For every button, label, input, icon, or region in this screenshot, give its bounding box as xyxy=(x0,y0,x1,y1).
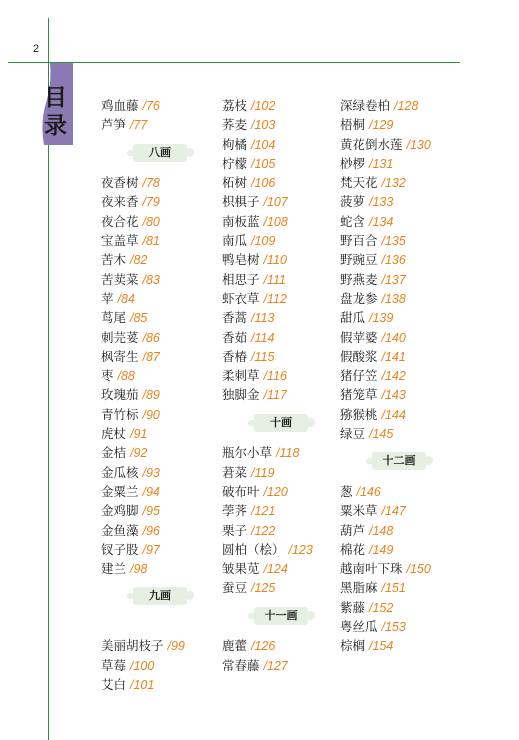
entry-page: /112 xyxy=(263,291,287,306)
toc-entry[interactable] xyxy=(101,521,187,540)
entry-name: 野燕麦 xyxy=(340,271,378,287)
toc-entry[interactable] xyxy=(340,308,431,327)
toc-entry[interactable] xyxy=(222,289,313,308)
entry-page: /140 xyxy=(381,330,406,345)
entry-page: /114 xyxy=(251,330,275,345)
entry-name: 猕猴桃 xyxy=(340,406,378,422)
toc-entry[interactable] xyxy=(101,289,187,308)
toc-entry[interactable] xyxy=(222,96,313,115)
toc-entry[interactable] xyxy=(222,328,313,347)
entry-name: 绿豆 xyxy=(340,426,366,442)
entry-page: /142 xyxy=(381,369,406,384)
stroke-section xyxy=(222,598,313,637)
entry-name: 菠萝 xyxy=(340,194,366,210)
entry-page: /147 xyxy=(381,504,406,519)
toc-entry[interactable] xyxy=(340,424,431,443)
entry-name: 枣 xyxy=(101,368,114,384)
toc-entry[interactable] xyxy=(101,231,187,250)
toc-entry[interactable] xyxy=(101,405,187,424)
toc-entry[interactable] xyxy=(101,559,187,578)
entry-page: /118 xyxy=(276,446,300,461)
entry-page: /90 xyxy=(142,407,160,422)
toc-entry[interactable] xyxy=(222,578,313,597)
toc-entry[interactable] xyxy=(101,366,187,385)
entry-page: /132 xyxy=(381,176,406,191)
entry-name: 茑尾 xyxy=(101,310,127,326)
stroke-count-badge: 十二画 xyxy=(372,452,426,470)
entry-page: /119 xyxy=(251,465,275,480)
entry-page: /105 xyxy=(251,156,276,171)
entry-name: 虾衣草 xyxy=(222,290,260,306)
entry-page: /84 xyxy=(117,291,135,306)
entry-page: /145 xyxy=(369,427,394,442)
entry-name: 香茹 xyxy=(222,329,248,345)
entry-name: 枳椇子 xyxy=(222,194,260,210)
entry-page: /79 xyxy=(142,195,160,210)
entry-name: 葱 xyxy=(340,483,353,499)
toc-entry[interactable] xyxy=(340,154,431,173)
entry-page: /83 xyxy=(142,272,160,287)
toc-entry[interactable] xyxy=(340,540,431,559)
entry-name: 盘龙参 xyxy=(340,290,378,306)
toc-entry[interactable] xyxy=(101,270,187,289)
entry-page: /123 xyxy=(288,542,313,557)
entry-name: 金桔 xyxy=(101,445,127,461)
entry-page: /108 xyxy=(263,214,288,229)
toc-entry[interactable] xyxy=(340,617,431,636)
entry-page: /88 xyxy=(117,369,135,384)
entry-name: 苹 xyxy=(101,290,114,306)
toc-entry[interactable] xyxy=(222,231,313,250)
toc-entry[interactable] xyxy=(340,521,431,540)
toc-entry[interactable] xyxy=(222,115,313,134)
toc-entry[interactable] xyxy=(222,463,313,482)
toc-entry[interactable] xyxy=(222,501,313,520)
toc-entry[interactable] xyxy=(340,96,431,115)
entry-page: /97 xyxy=(142,542,160,557)
entry-page: /91 xyxy=(130,427,148,442)
entry-name: 蛇含 xyxy=(340,213,366,229)
entry-page: /150 xyxy=(406,562,431,577)
entry-name: 假酸浆 xyxy=(340,348,378,364)
toc-entry[interactable] xyxy=(101,675,187,694)
entry-page: /138 xyxy=(381,291,406,306)
entry-name: 栗子 xyxy=(222,522,248,538)
toc-entry[interactable] xyxy=(222,270,313,289)
toc-entry[interactable] xyxy=(340,115,431,134)
entry-name: 夜香树 xyxy=(101,175,139,191)
toc-entry[interactable] xyxy=(101,250,187,269)
entry-page: /82 xyxy=(130,253,148,268)
entry-page: /81 xyxy=(142,234,160,249)
toc-entry[interactable] xyxy=(222,521,313,540)
entry-name: 金粟兰 xyxy=(101,483,139,499)
entry-name: 相思子 xyxy=(222,271,260,287)
entry-name: 金瓜核 xyxy=(101,464,139,480)
toc-column-1 xyxy=(101,96,187,694)
entry-name: 南瓜 xyxy=(222,233,248,249)
entry-page: /131 xyxy=(369,156,394,171)
entry-name: 深绿卷柏 xyxy=(340,98,391,113)
entry-name: 黑脂麻 xyxy=(340,580,378,596)
toc-entry[interactable] xyxy=(101,482,187,501)
toc-entry[interactable] xyxy=(340,559,431,578)
entry-name: 建兰 xyxy=(101,561,127,577)
entry-name: 梧桐 xyxy=(340,117,366,133)
entry-page: /95 xyxy=(142,504,160,519)
toc-entry[interactable] xyxy=(222,135,313,154)
entry-page: /133 xyxy=(369,195,394,210)
toc-entry[interactable] xyxy=(101,463,187,482)
entry-name: 草莓 xyxy=(101,657,127,673)
toc-entry[interactable] xyxy=(222,559,313,578)
entry-name: 独脚金 xyxy=(222,387,260,403)
horizontal-rule xyxy=(8,62,460,63)
entry-name: 甜瓜 xyxy=(340,310,366,326)
entry-name: 柘树 xyxy=(222,175,248,191)
entry-page: /148 xyxy=(369,523,394,538)
stroke-count-badge: 九画 xyxy=(133,587,187,605)
entry-name: 柔刺草 xyxy=(222,368,260,384)
stroke-section xyxy=(101,135,187,174)
entry-name: 粤丝瓜 xyxy=(340,619,378,635)
entry-name: 常春藤 xyxy=(222,657,260,673)
entry-page: /107 xyxy=(263,195,288,210)
toc-entry[interactable] xyxy=(222,173,313,192)
stroke-count-badge: 十画 xyxy=(254,414,308,432)
entry-page: /109 xyxy=(251,234,276,249)
entry-name: 虎杖 xyxy=(101,426,127,442)
toc-entry[interactable] xyxy=(222,154,313,173)
entry-name: 假苹婆 xyxy=(340,329,378,345)
entry-page: /92 xyxy=(130,446,148,461)
toc-column-3 xyxy=(340,96,431,656)
entry-page: /86 xyxy=(142,330,160,345)
entry-page: /124 xyxy=(263,562,288,577)
entry-page: /141 xyxy=(381,349,406,364)
toc-entry[interactable] xyxy=(101,192,187,211)
toc-entry[interactable] xyxy=(340,328,431,347)
entry-name: 圆柏（桧） xyxy=(222,541,285,557)
entry-page: /99 xyxy=(167,639,185,654)
entry-name: 金鱼藻 xyxy=(101,522,139,538)
entry-page: /121 xyxy=(251,504,276,519)
entry-name: 鹿藿 xyxy=(222,638,248,654)
entry-name: 夜来香 xyxy=(101,194,139,210)
toc-entry[interactable] xyxy=(101,443,187,462)
entry-name: 荸荠 xyxy=(222,503,248,519)
toc-entry[interactable] xyxy=(222,347,313,366)
toc-column-2 xyxy=(222,96,313,675)
entry-name: 南板蓝 xyxy=(222,213,260,229)
entry-page: /120 xyxy=(263,484,288,499)
entry-page: /96 xyxy=(142,523,160,538)
entry-name: 棉花 xyxy=(340,541,366,557)
entry-page: /135 xyxy=(381,234,406,249)
entry-page: /115 xyxy=(251,349,275,364)
entry-page: /143 xyxy=(381,388,406,403)
entry-name: 粟米草 xyxy=(340,503,378,519)
entry-page: /134 xyxy=(369,214,394,229)
entry-name: 荞麦 xyxy=(222,117,248,133)
entry-page: /100 xyxy=(130,658,155,673)
toc-entry[interactable] xyxy=(101,173,187,192)
toc-entry[interactable] xyxy=(340,212,431,231)
entry-name: 荔枝 xyxy=(222,98,248,113)
entry-name: 青竹标 xyxy=(101,406,139,422)
entry-page: /117 xyxy=(263,388,287,403)
toc-entry[interactable] xyxy=(101,636,187,655)
toc-entry[interactable] xyxy=(340,289,431,308)
entry-name: 桫椤 xyxy=(340,155,366,171)
toc-entry[interactable] xyxy=(340,270,431,289)
entry-name: 香蒿 xyxy=(222,310,248,326)
entry-name: 葫芦 xyxy=(340,522,366,538)
entry-page: /116 xyxy=(263,369,287,384)
toc-entry[interactable] xyxy=(222,656,313,675)
entry-page: /122 xyxy=(251,523,276,538)
toc-entry[interactable] xyxy=(222,366,313,385)
entry-name: 紫藤 xyxy=(340,599,366,615)
entry-name: 梵天花 xyxy=(340,175,378,191)
entry-page: /106 xyxy=(251,176,276,191)
entry-page: /103 xyxy=(251,118,276,133)
toc-title xyxy=(44,84,84,140)
toc-entry[interactable] xyxy=(340,598,431,617)
entry-name: 鸡血藤 xyxy=(101,98,139,113)
entry-name: 枸橘 xyxy=(222,136,248,152)
entry-name: 玫瑰茄 xyxy=(101,387,139,403)
entry-page: /154 xyxy=(369,639,394,654)
entry-page: /76 xyxy=(142,99,160,113)
entry-page: /85 xyxy=(130,311,148,326)
entry-page: /98 xyxy=(130,562,148,577)
entry-page: /87 xyxy=(142,349,160,364)
entry-name: 金鸡脚 xyxy=(101,503,139,519)
entry-page: /94 xyxy=(142,484,160,499)
toc-entry[interactable] xyxy=(340,347,431,366)
entry-name: 皱果苋 xyxy=(222,561,260,577)
stroke-section xyxy=(222,405,313,444)
entry-page: /146 xyxy=(356,484,381,499)
entry-name: 美丽胡枝子 xyxy=(101,638,164,654)
entry-name: 苦木 xyxy=(101,252,127,268)
toc-entry[interactable] xyxy=(340,192,431,211)
entry-name: 钗子股 xyxy=(101,541,139,557)
entry-page: /126 xyxy=(251,639,276,654)
entry-page: /113 xyxy=(251,311,275,326)
entry-name: 莙菜 xyxy=(222,464,248,480)
toc-entry[interactable] xyxy=(340,385,431,404)
entry-name: 猪仔笠 xyxy=(340,368,378,384)
toc-entry[interactable] xyxy=(340,231,431,250)
entry-page: /110 xyxy=(263,253,287,268)
toc-entry[interactable] xyxy=(101,385,187,404)
entry-name: 夜合花 xyxy=(101,213,139,229)
toc-entry[interactable] xyxy=(340,366,431,385)
entry-page: /149 xyxy=(369,542,394,557)
toc-title-char: 录 xyxy=(44,112,67,139)
entry-name: 鸭皂树 xyxy=(222,252,260,268)
toc-entry[interactable] xyxy=(340,405,431,424)
entry-name: 野百合 xyxy=(340,233,378,249)
entry-name: 破布叶 xyxy=(222,483,260,499)
entry-page: /127 xyxy=(263,658,288,673)
toc-entry[interactable] xyxy=(101,656,187,675)
entry-name: 艾白 xyxy=(101,676,127,692)
toc-entry[interactable] xyxy=(340,636,431,655)
entry-name: 宝盖草 xyxy=(101,233,139,249)
entry-page: /129 xyxy=(369,118,394,133)
toc-entry[interactable] xyxy=(340,501,431,520)
stroke-section xyxy=(340,443,431,482)
entry-name: 柠檬 xyxy=(222,155,248,171)
toc-entry[interactable] xyxy=(340,135,431,154)
entry-name: 野豌豆 xyxy=(340,252,378,268)
entry-name: 蚕豆 xyxy=(222,580,248,596)
stroke-section xyxy=(101,578,187,617)
stroke-count-badge: 十一画 xyxy=(254,607,308,625)
entry-page: /111 xyxy=(263,272,286,287)
entry-page: /104 xyxy=(251,137,276,152)
toc-entry[interactable] xyxy=(101,96,187,115)
toc-entry[interactable] xyxy=(222,540,313,559)
stroke-count-badge: 八画 xyxy=(133,144,187,162)
toc-entry[interactable] xyxy=(101,540,187,559)
entry-name: 芦笋 xyxy=(101,117,127,133)
spacer xyxy=(101,617,187,636)
entry-page: /101 xyxy=(130,677,155,692)
entry-page: /136 xyxy=(381,253,406,268)
toc-entry[interactable] xyxy=(222,192,313,211)
entry-page: /152 xyxy=(369,600,394,615)
entry-name: 枫寄生 xyxy=(101,348,139,364)
toc-entry[interactable] xyxy=(222,385,313,404)
toc-entry[interactable] xyxy=(340,250,431,269)
entry-name: 刺芫荽 xyxy=(101,329,139,345)
entry-page: /93 xyxy=(142,465,160,480)
toc-entry[interactable] xyxy=(101,328,187,347)
entry-page: /128 xyxy=(394,99,419,113)
toc-entry[interactable] xyxy=(101,115,187,134)
entry-page: /125 xyxy=(251,581,276,596)
entry-page: /102 xyxy=(251,99,276,113)
entry-page: /78 xyxy=(142,176,160,191)
toc-entry[interactable] xyxy=(101,424,187,443)
toc-entry[interactable] xyxy=(222,308,313,327)
toc-entry[interactable] xyxy=(101,308,187,327)
toc-entry[interactable] xyxy=(340,482,431,501)
entry-name: 黄花倒水莲 xyxy=(340,136,403,152)
toc-entry[interactable] xyxy=(222,443,313,462)
toc-entry[interactable] xyxy=(222,636,313,655)
page-number: 2 xyxy=(33,43,40,55)
toc-entry[interactable] xyxy=(101,501,187,520)
entry-name: 猪笼草 xyxy=(340,387,378,403)
entry-page: /77 xyxy=(130,118,148,133)
entry-page: /80 xyxy=(142,214,160,229)
toc-entry[interactable] xyxy=(340,578,431,597)
entry-page: /151 xyxy=(381,581,406,596)
entry-name: 香椿 xyxy=(222,348,248,364)
entry-page: /130 xyxy=(406,137,431,152)
entry-name: 瓶尔小草 xyxy=(222,445,273,461)
entry-page: /137 xyxy=(381,272,406,287)
toc-title-char: 目 xyxy=(44,84,67,111)
entry-page: /139 xyxy=(369,311,394,326)
entry-name: 越南叶下珠 xyxy=(340,561,403,577)
toc-entry[interactable] xyxy=(222,250,313,269)
entry-page: /89 xyxy=(142,388,160,403)
toc-entry[interactable] xyxy=(222,482,313,501)
toc-entry[interactable] xyxy=(101,347,187,366)
entry-name: 棕榈 xyxy=(340,638,366,654)
entry-page: /144 xyxy=(381,407,406,422)
entry-page: /153 xyxy=(381,620,406,635)
toc-entry[interactable] xyxy=(222,212,313,231)
toc-entry[interactable] xyxy=(340,173,431,192)
toc-entry[interactable] xyxy=(101,212,187,231)
entry-name: 苦荬菜 xyxy=(101,271,139,287)
